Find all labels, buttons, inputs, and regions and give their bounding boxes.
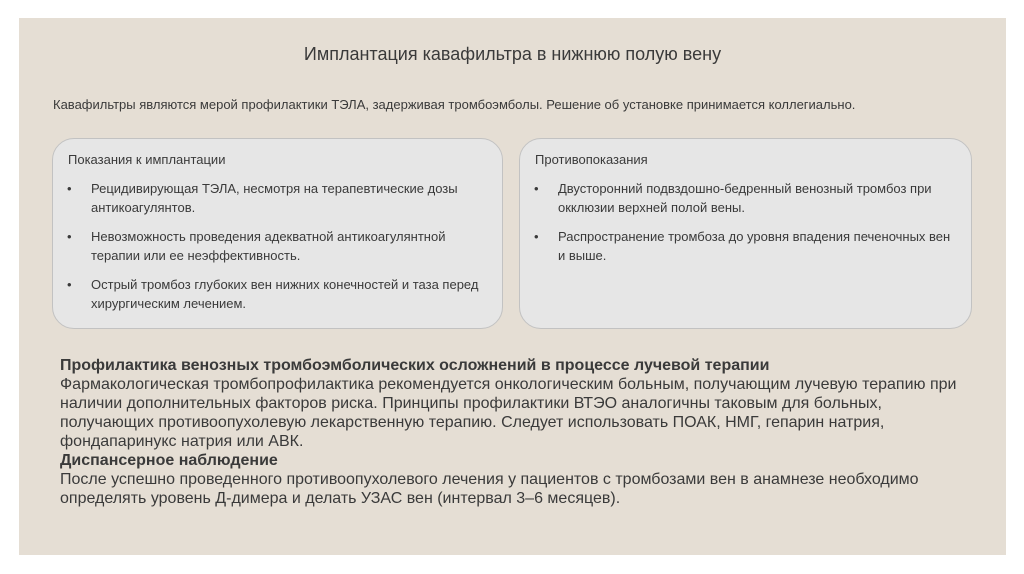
list-item: • Двусторонний подвздошно-бедренный венозный тромбоз при окклюзии верхней полой вены. [534,181,932,215]
list-item: • Рецидивирующая ТЭЛА, несмотря на терапевтические дозы антикоагулянтов. [67,181,458,215]
bottom-text-block [60,356,980,508]
contraindications-list [520,179,958,275]
prophylaxis-text: Фармакологическая тромбопрофилактика рекомендуется онкологическим больным, получающим лучевую терапию при наличии дополнительных факторов риска. Принципы профилактики ВТЭО аналогичны таковым для больных, получающих противоопухолевую лекарственную терапию. Следует использовать ПОАК, НМГ, гепарин натрия, фондапаринукс натрия или АВК. [60,376,957,450]
slide [19,18,1006,555]
bullet: • [534,181,539,196]
intro-text: Кавафильтры являются мерой профилактики ТЭЛА, задерживая тромбоэмболы. Решение об установке принимается коллегиально. [53,97,856,112]
indications-title: Показания к имплантации [68,152,226,167]
indications-list [53,179,491,323]
slide-title: Имплантация кавафильтра в нижнюю полую вену [303,44,722,64]
list-item: • Острый тромбоз глубоких вен нижних конечностей и таза перед хирургическим лечением. [67,277,479,311]
bullet: • [67,277,72,292]
list-item: • Распространение тромбоза до уровня впадения печеночных вен и выше. [534,229,951,263]
list-item: • Невозможность проведения адекватной антикоагулянтной терапии или ее неэффективность. [67,229,446,263]
contraindications-box [519,138,972,329]
followup-text: После успешно проведенного противоопухолевого лечения у пациентов с тромбозами вен в анамнезе необходимо определять уровень Д-димера и делать УЗАС вен (интервал 3–6 месяцев). [60,471,919,507]
indications-box [52,138,503,329]
bullet: • [67,229,72,244]
bullet: • [534,229,539,244]
contraindications-title: Противопоказания [535,152,648,167]
prophylaxis-heading: Профилактика венозных тромбоэмболических осложнений в процессе лучевой терапии [60,357,770,374]
bullet: • [67,181,72,196]
followup-heading: Диспансерное наблюдение [60,452,278,469]
